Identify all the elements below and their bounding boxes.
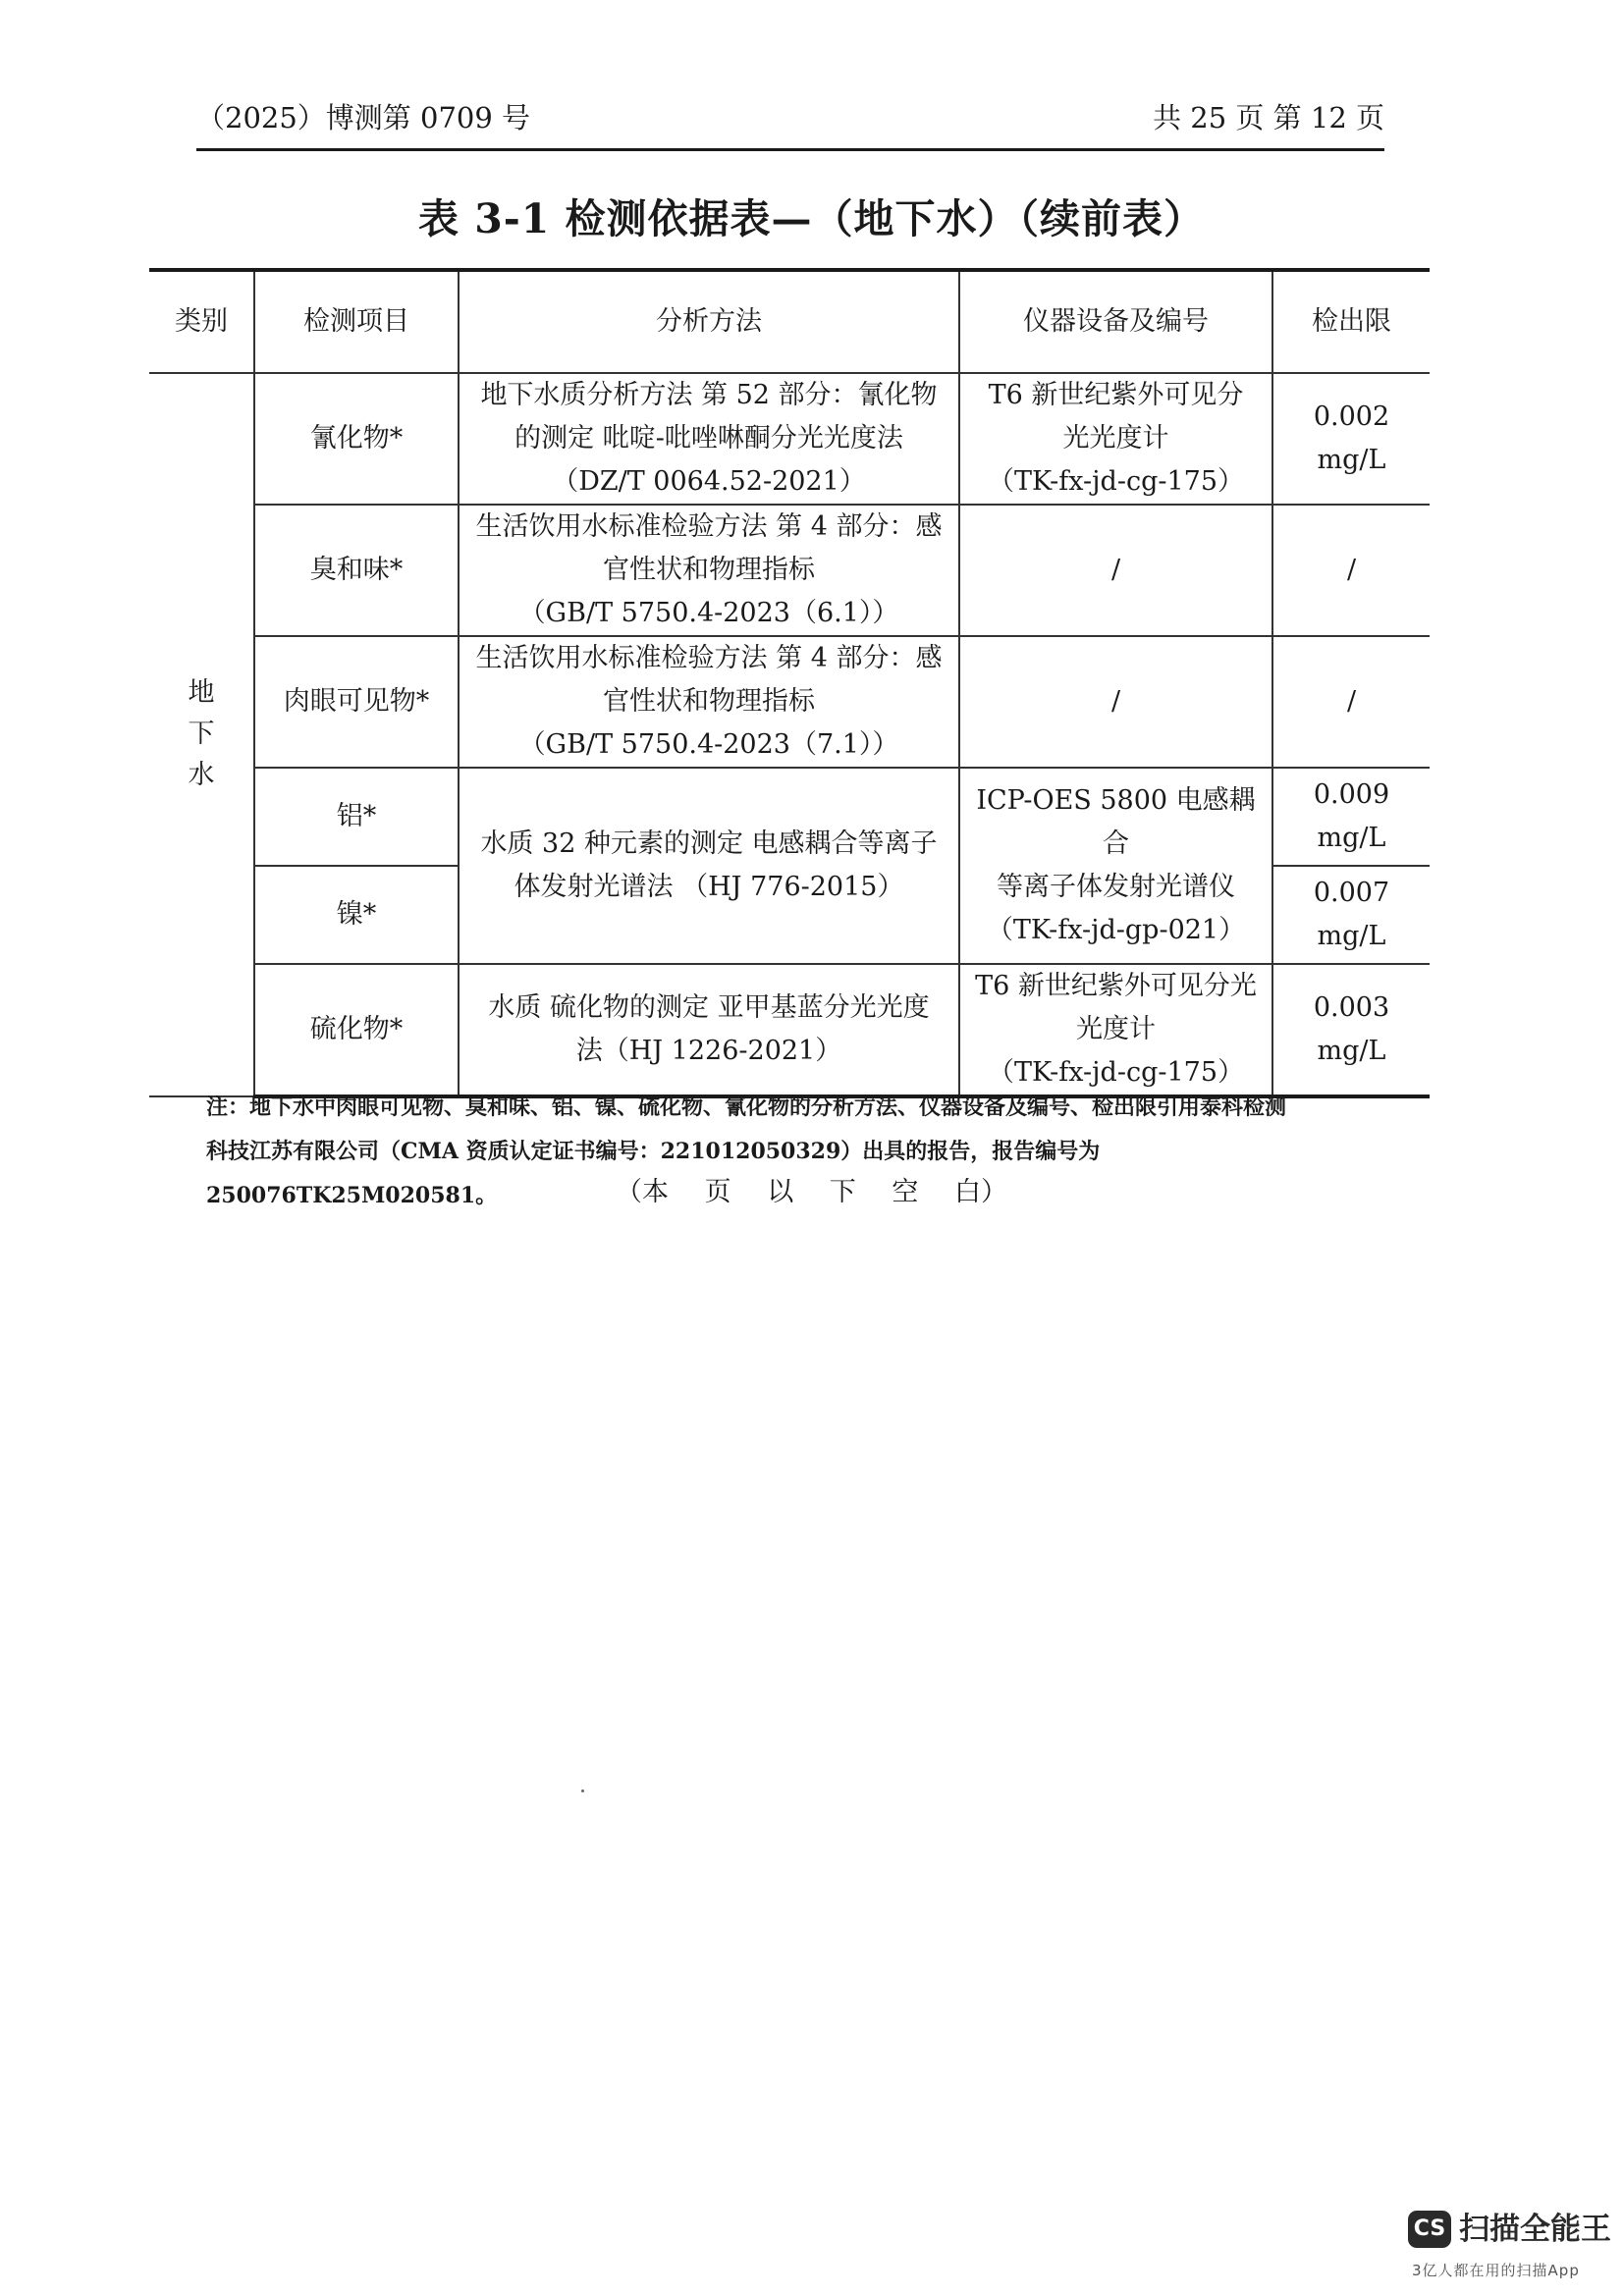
- watermark-tagline: 3亿人都在用的扫描App: [1412, 2262, 1580, 2279]
- method-line: （DZ/T 0064.52-2021）: [552, 466, 866, 497]
- method-cell: [459, 505, 959, 636]
- limit-cell: /: [1272, 636, 1430, 768]
- table-title: 表 3-1 检测依据表—（地下水）（续前表）: [417, 195, 1206, 242]
- instrument-line: 光度计: [1076, 1014, 1156, 1044]
- instrument-line: （TK-fx-jd-cg-175）: [987, 466, 1245, 497]
- instrument-cell: /: [959, 636, 1272, 768]
- category-cell: [149, 373, 254, 1096]
- instrument-line: ICP-OES 5800 电感耦合: [976, 785, 1256, 859]
- instrument-line: T6 新世纪紫外可见分光: [975, 971, 1257, 1001]
- blank-below-notice: （本 页 以 下 空 白）: [616, 1177, 1007, 1207]
- col-header-limit: 检出限: [1272, 270, 1430, 373]
- instrument-cell: [959, 768, 1272, 964]
- item-cell: 铝*: [254, 768, 459, 866]
- note-line: 科技江苏有限公司（CMA 资质认定证书编号：221012050329）出具的报告，报告编号为 250076TK25M020581。: [206, 1139, 1101, 1208]
- item-cell: 镍*: [254, 866, 459, 964]
- page-count: 共 25 页 第 12 页: [1153, 101, 1384, 134]
- instrument-cell: [959, 373, 1272, 505]
- instrument-line: T6 新世纪紫外可见分: [988, 380, 1244, 410]
- col-header-item: 检测项目: [254, 270, 459, 373]
- method-line: 生活饮用水标准检验方法 第 4 部分：感: [475, 643, 943, 673]
- limit-cell: 0.003 mg/L: [1272, 964, 1430, 1096]
- method-line: 水质 32 种元素的测定 电感耦合等离子: [480, 828, 938, 859]
- table-row: [149, 768, 1430, 866]
- table-row: [149, 636, 1430, 768]
- instrument-line: 等离子体发射光谱仪: [997, 872, 1235, 902]
- table-header-row: [149, 270, 1430, 373]
- method-cell: [459, 636, 959, 768]
- method-line: 体发射光谱法 （HJ 776-2015）: [514, 872, 904, 902]
- test-basis-table: [149, 268, 1430, 1098]
- method-line: 地下水质分析方法 第 52 部分：氰化物: [480, 380, 938, 410]
- instrument-line: （TK-fx-jd-gp-021）: [986, 915, 1246, 945]
- limit-cell: 0.002 mg/L: [1272, 373, 1430, 505]
- method-line: 水质 硫化物的测定 亚甲基蓝分光光度: [488, 992, 930, 1023]
- method-line: 生活饮用水标准检验方法 第 4 部分：感: [475, 511, 943, 542]
- scan-speck: [581, 1789, 584, 1792]
- instrument-line: （TK-fx-jd-cg-175）: [987, 1057, 1245, 1088]
- item-cell: 硫化物*: [254, 964, 459, 1096]
- instrument-cell: /: [959, 505, 1272, 636]
- col-header-instrument: 仪器设备及编号: [959, 270, 1272, 373]
- table-row: [149, 505, 1430, 636]
- method-cell: [459, 768, 959, 964]
- category-label: 地下水: [188, 677, 215, 790]
- method-line: 的测定 吡啶-吡唑啉酮分光光度法: [514, 423, 903, 454]
- item-cell: 臭和味*: [254, 505, 459, 636]
- item-cell: 肉眼可见物*: [254, 636, 459, 768]
- method-line: （GB/T 5750.4-2023（6.1））: [518, 598, 899, 628]
- camscanner-logo-icon: CS: [1408, 2211, 1451, 2248]
- col-header-category: 类别: [149, 270, 254, 373]
- method-line: 官性状和物理指标: [603, 555, 815, 585]
- note-line: 注：地下水中肉眼可见物、臭和味、铝、镍、硫化物、氰化物的分析方法、仪器设备及编号、检出限引用泰科检测: [206, 1095, 1287, 1120]
- col-header-method: 分析方法: [459, 270, 959, 373]
- document-number: （2025）博测第 0709 号: [196, 101, 531, 134]
- scanner-watermark: [1408, 2211, 1614, 2289]
- table-row: [149, 964, 1430, 1096]
- page-header: [196, 96, 1384, 151]
- table-row: [149, 373, 1430, 505]
- watermark-name: 扫描全能王: [1459, 2212, 1611, 2247]
- instrument-cell: [959, 964, 1272, 1096]
- limit-cell: 0.007 mg/L: [1272, 866, 1430, 964]
- limit-cell: /: [1272, 505, 1430, 636]
- method-line: （GB/T 5750.4-2023（7.1））: [518, 729, 899, 760]
- method-line: 法（HJ 1226-2021）: [575, 1036, 842, 1066]
- limit-cell: 0.009 mg/L: [1272, 768, 1430, 866]
- item-cell: 氰化物*: [254, 373, 459, 505]
- method-cell: [459, 964, 959, 1096]
- method-line: 官性状和物理指标: [603, 686, 815, 717]
- method-cell: [459, 373, 959, 505]
- instrument-line: 光光度计: [1062, 423, 1169, 454]
